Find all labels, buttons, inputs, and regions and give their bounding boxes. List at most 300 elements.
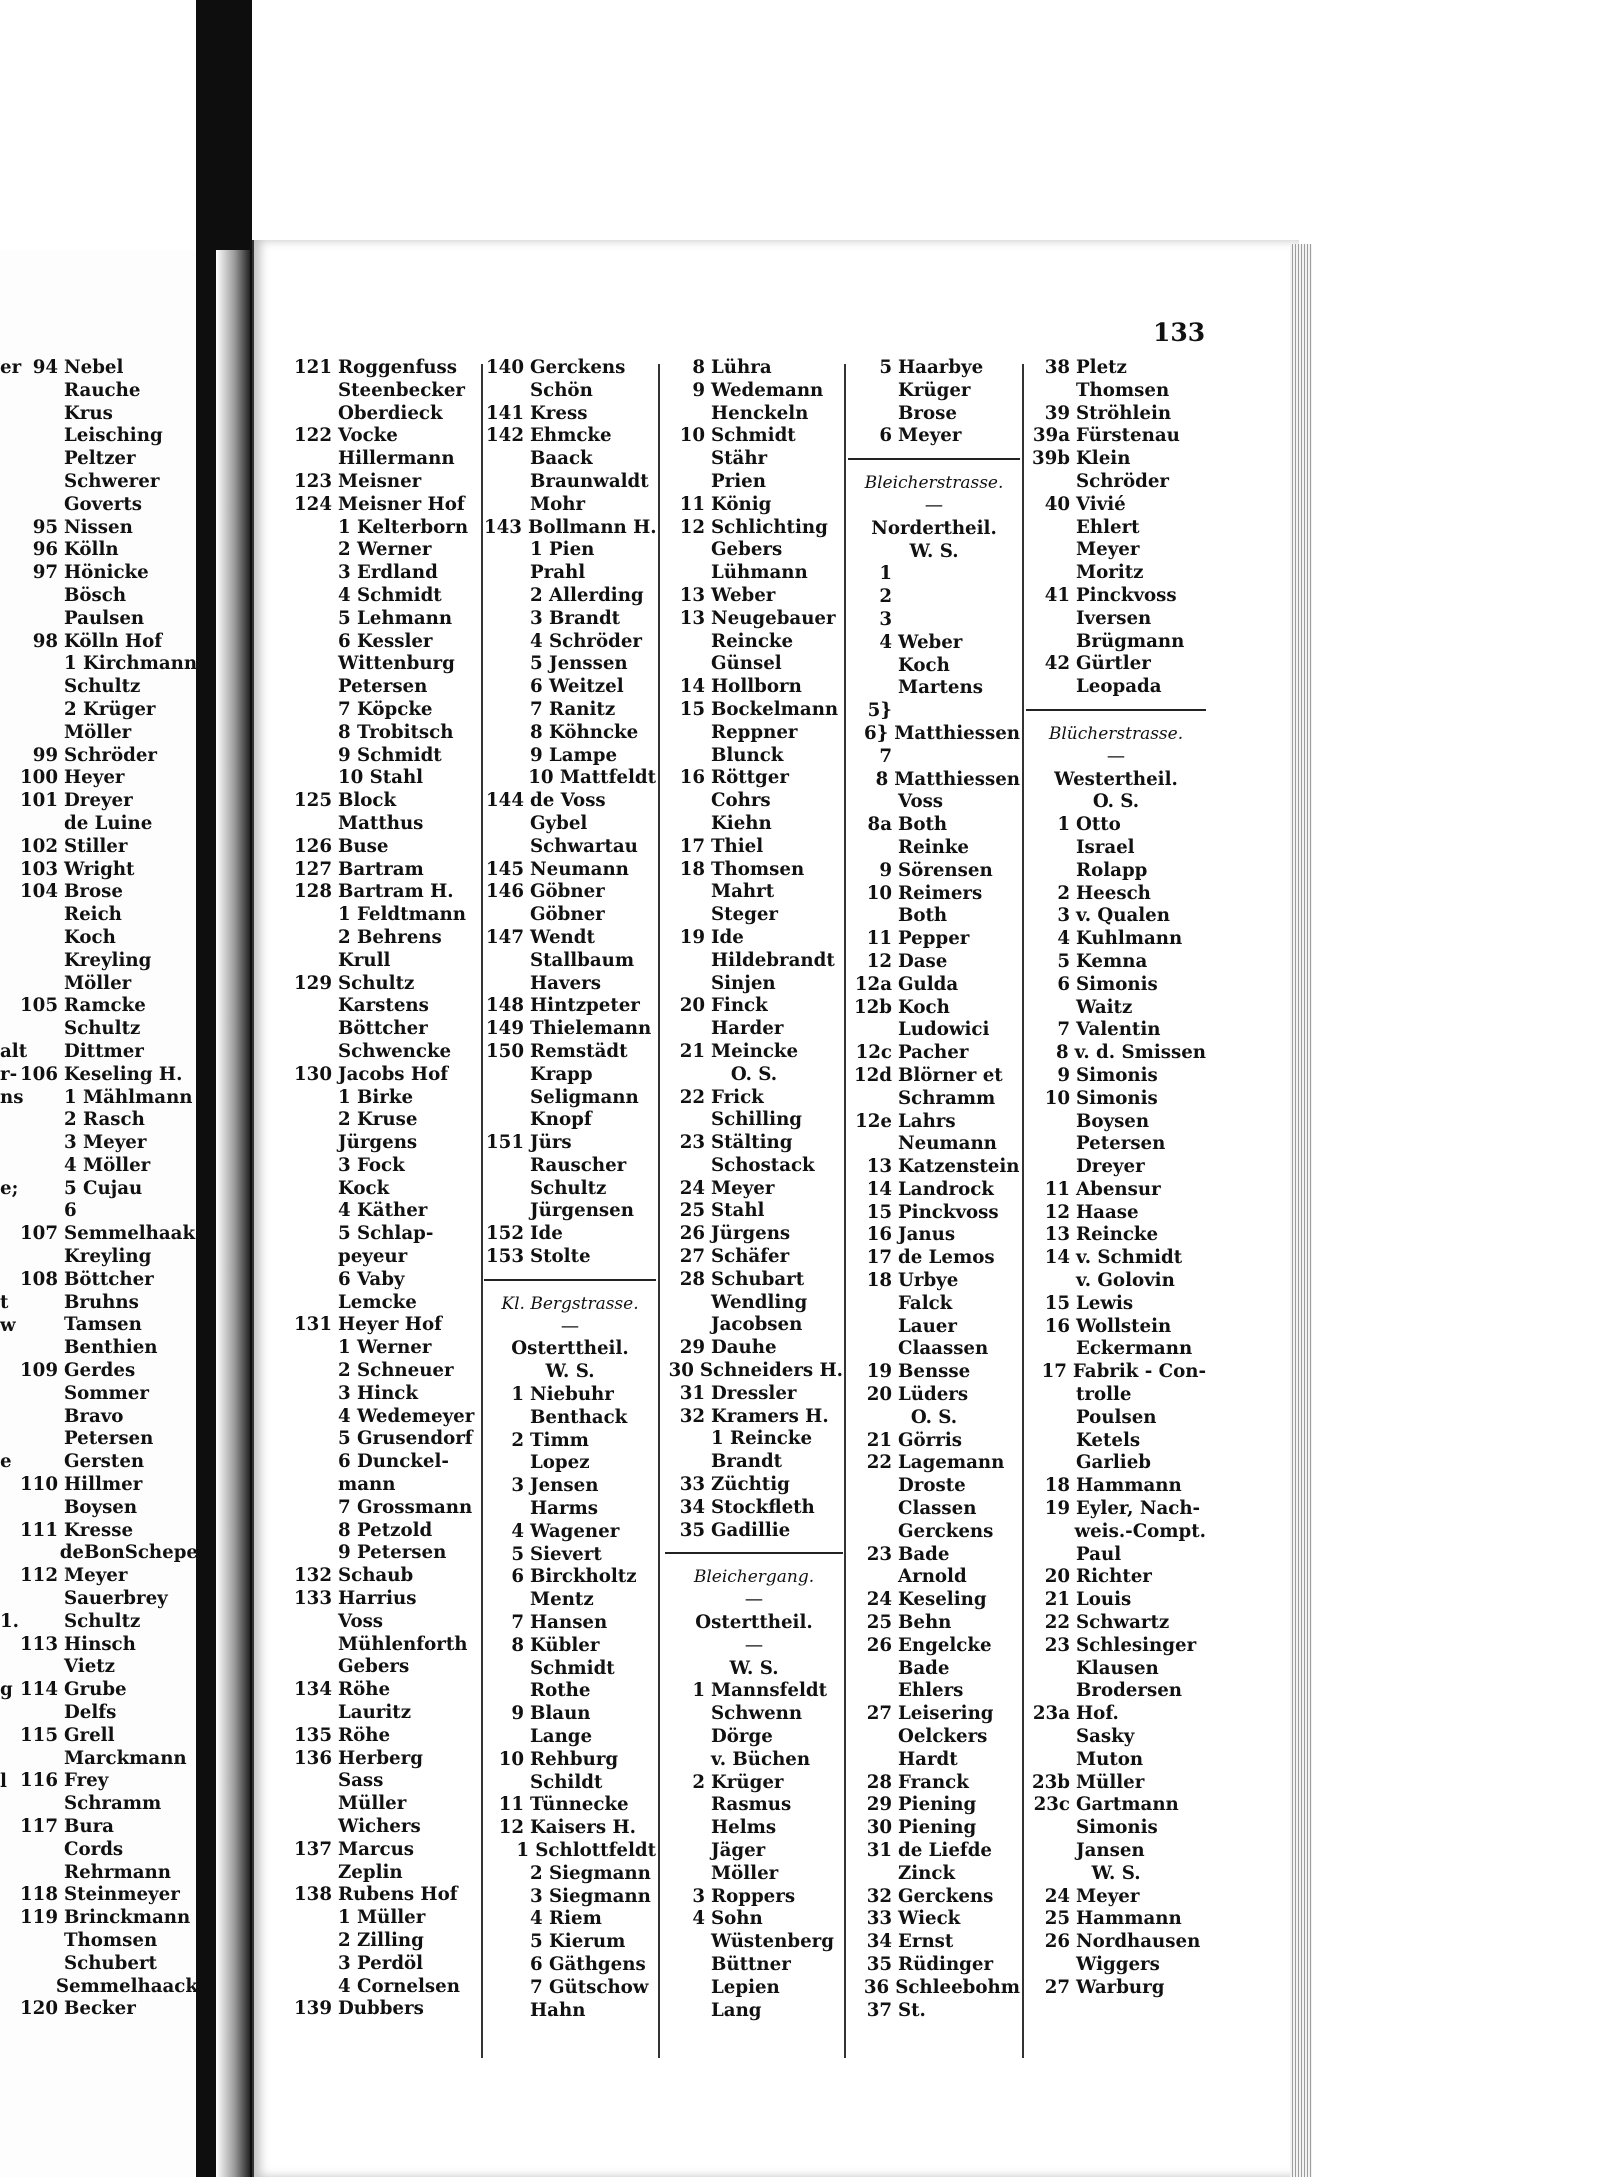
house-number: 143	[484, 516, 522, 538]
directory-entry	[1026, 1361, 1206, 1384]
resident-name: Züchtig	[711, 1474, 790, 1496]
directory-entry	[665, 699, 843, 722]
house-number: 109	[20, 1360, 58, 1382]
directory-entry	[20, 859, 198, 882]
directory-entry	[848, 1544, 1020, 1567]
directory-entry	[848, 791, 1020, 814]
house-number	[665, 1840, 711, 1863]
resident-name: Ehmcke	[530, 425, 612, 447]
resident-name: Cohrs	[711, 790, 771, 812]
resident-name: Müller	[1076, 1771, 1145, 1793]
section-label: Nordertheil.	[871, 517, 997, 539]
house-number: 14	[866, 1178, 892, 1200]
resident-name: 5 Grusendorf	[338, 1428, 473, 1450]
house-number: 144	[486, 790, 524, 812]
house-number	[20, 699, 64, 722]
directory-entry	[1026, 860, 1206, 883]
house-number: 21	[866, 1429, 892, 1451]
directory-entry	[665, 1087, 843, 1110]
house-number	[665, 539, 711, 562]
directory-entry	[20, 1656, 198, 1679]
house-number: 25	[1044, 1908, 1070, 1930]
resident-name: Kress	[530, 402, 588, 424]
resident-name: Roppers	[711, 1885, 796, 1907]
resident-name: Lühra	[711, 357, 772, 378]
directory-entry	[848, 1384, 1020, 1407]
house-number	[292, 1702, 338, 1725]
directory-entry	[484, 1018, 656, 1041]
house-number: 15	[866, 1201, 892, 1223]
house-number	[292, 1816, 338, 1839]
house-number	[1026, 1817, 1076, 1840]
resident-name: Rubens Hof	[338, 1884, 458, 1906]
resident-name: Benthien	[64, 1337, 158, 1359]
resident-name: Krapp	[530, 1063, 593, 1085]
house-number	[20, 1976, 56, 1999]
directory-entry	[484, 1200, 656, 1223]
directory-entry	[1026, 1179, 1206, 1202]
house-number	[20, 1337, 64, 1360]
directory-entry	[20, 494, 198, 517]
directory-entry	[848, 1338, 1020, 1361]
resident-name: de Voss	[530, 790, 606, 812]
house-number	[292, 1930, 338, 1953]
resident-name: Kock	[338, 1177, 390, 1199]
resident-name: Hillermann	[338, 448, 455, 470]
house-number	[292, 1337, 338, 1360]
resident-name: Stallbaum	[530, 949, 635, 971]
directory-entry	[484, 1430, 656, 1453]
dash-separator: —	[1106, 745, 1126, 767]
resident-name: 1 Birke	[338, 1086, 414, 1108]
resident-name: König	[711, 493, 772, 515]
directory-entry	[665, 448, 843, 471]
directory-entry	[665, 927, 843, 950]
directory-entry	[665, 1406, 843, 1429]
house-number	[665, 1863, 711, 1886]
section-label: Osterttheil.	[511, 1338, 629, 1360]
resident-name: Schwencke	[338, 1040, 452, 1062]
house-number	[665, 813, 711, 836]
directory-entry	[1026, 1726, 1206, 1749]
directory-entry	[1026, 380, 1206, 403]
directory-entry	[20, 1976, 198, 1999]
house-number: 145	[486, 858, 524, 880]
resident-name: Harder	[711, 1018, 784, 1040]
resident-name: Gersten	[64, 1451, 145, 1473]
house-number	[292, 1474, 338, 1497]
resident-name: Delfs	[64, 1702, 117, 1724]
margin-fragment: r-	[0, 1063, 18, 1085]
resident-name: Schubert	[64, 1952, 157, 1974]
house-number: 6	[1057, 973, 1070, 995]
directory-entry	[292, 1793, 478, 1816]
directory-entry	[292, 1725, 478, 1748]
resident-name: Simonis	[1076, 973, 1158, 995]
house-number	[665, 722, 711, 745]
house-number: 1	[879, 563, 892, 585]
directory-entry	[848, 403, 1020, 426]
house-number	[1026, 517, 1076, 540]
directory-entry	[1026, 1224, 1206, 1247]
resident-name: Stiller	[64, 835, 128, 857]
resident-name: Frick	[711, 1086, 764, 1108]
column-divider	[658, 364, 660, 2058]
house-number	[292, 631, 338, 654]
directory-entry	[665, 585, 843, 608]
directory-entry	[20, 631, 198, 654]
dash-separator: —	[924, 494, 944, 516]
house-number: 2	[692, 1771, 705, 1793]
directory-entry	[484, 494, 656, 517]
resident-name: Hof.	[1076, 1703, 1119, 1725]
house-number: 130	[294, 1063, 332, 1085]
directory-entry	[292, 1634, 478, 1657]
house-number	[484, 1886, 530, 1909]
house-number: 2	[511, 1429, 524, 1451]
house-number	[20, 1862, 64, 1885]
resident-name: Vietz	[64, 1656, 116, 1678]
directory-entry	[292, 1611, 478, 1634]
resident-name: Schramm	[64, 1793, 162, 1815]
directory-entry	[292, 1907, 478, 1930]
column-divider	[1022, 364, 1024, 2058]
resident-name: Cords	[64, 1838, 124, 1860]
resident-name: Möller	[64, 721, 132, 743]
resident-name: Schultz	[530, 1177, 607, 1199]
directory-entry	[20, 1497, 198, 1520]
resident-name: Kübler	[530, 1634, 600, 1656]
directory-entry	[484, 676, 656, 699]
directory-entry	[1026, 539, 1206, 562]
house-number: 111	[20, 1519, 58, 1541]
directory-entry	[20, 1428, 198, 1451]
resident-name: Koch	[898, 996, 950, 1018]
house-number: 127	[294, 858, 332, 880]
house-number	[292, 1383, 338, 1406]
directory-entry	[20, 380, 198, 403]
resident-name: Stahl	[711, 1200, 765, 1222]
resident-name: Thiel	[711, 835, 764, 857]
directory-entry	[848, 1452, 1020, 1475]
resident-name: 2 Behrens	[338, 926, 442, 948]
resident-name: Keseling H.	[64, 1063, 183, 1085]
directory-entry	[484, 813, 656, 836]
directory-entry	[1026, 1270, 1206, 1293]
resident-name: 4 Käther	[338, 1200, 428, 1222]
directory-entry	[292, 1200, 478, 1223]
house-number	[484, 1863, 530, 1886]
resident-name: 4 Cornelsen	[338, 1975, 460, 1997]
directory-entry	[1026, 1658, 1206, 1681]
directory-entry	[292, 1679, 478, 1702]
house-number	[484, 1772, 530, 1795]
resident-name: Dittmer	[64, 1040, 144, 1062]
directory-entry	[20, 1269, 198, 1292]
resident-name: Simonis	[1076, 1817, 1158, 1839]
house-number	[292, 722, 338, 745]
house-number: 121	[294, 357, 332, 378]
resident-name: 3 Perdöl	[338, 1952, 424, 1974]
directory-entry	[292, 722, 478, 745]
house-number	[484, 1931, 530, 1954]
house-number	[1026, 1544, 1076, 1567]
resident-name: Schultz	[338, 972, 415, 994]
directory-entry	[20, 745, 198, 768]
house-number	[484, 448, 530, 471]
directory-entry	[292, 904, 478, 927]
directory-entry	[292, 653, 478, 676]
resident-name: 8 Petzold	[338, 1519, 433, 1541]
resident-name: Brügmann	[1076, 630, 1185, 652]
house-number: 12c	[855, 1042, 892, 1064]
house-number: 34	[866, 1931, 892, 1953]
directory-entry	[1026, 1293, 1206, 1316]
directory-entry	[20, 1816, 198, 1839]
resident-name: Mohr	[530, 493, 586, 515]
house-number	[20, 1041, 64, 1064]
house-number	[20, 403, 64, 426]
directory-entry	[848, 951, 1020, 974]
directory-entry	[1026, 1954, 1206, 1977]
directory-entry	[848, 1749, 1020, 1772]
directory-entry	[484, 357, 656, 380]
resident-name: Herberg	[338, 1747, 423, 1769]
directory-entry	[20, 1520, 198, 1543]
resident-name: weis.-Compt.	[1074, 1520, 1206, 1542]
resident-name: Ide	[711, 926, 744, 948]
house-number	[484, 1178, 530, 1201]
directory-entry	[20, 973, 198, 996]
house-number	[484, 653, 530, 676]
resident-name: Warburg	[1076, 1976, 1165, 1998]
directory-entry	[292, 1976, 478, 1999]
resident-name: Stälting	[711, 1132, 793, 1154]
house-number: 94	[32, 357, 58, 378]
directory-entry	[292, 1998, 478, 2021]
resident-name: Kuhlmann	[1076, 928, 1183, 950]
resident-name: 5 Cujau	[64, 1177, 143, 1199]
resident-name: Lange	[530, 1726, 593, 1748]
house-number	[665, 790, 711, 813]
directory-entry	[484, 1703, 656, 1726]
house-number	[20, 1748, 64, 1771]
house-number	[484, 767, 528, 790]
section-rule	[484, 1279, 656, 1293]
directory-entry	[484, 1498, 656, 1521]
directory-entry	[1026, 1589, 1206, 1612]
resident-name: Schleebohm	[895, 1976, 1020, 1998]
house-number	[484, 973, 530, 996]
resident-name: Abensur	[1076, 1178, 1161, 1200]
directory-entry	[292, 1702, 478, 1725]
resident-name: 5 Jenssen	[530, 653, 628, 675]
house-number: 23	[679, 1132, 705, 1154]
house-number	[848, 1338, 898, 1361]
resident-name: Ludowici	[898, 1019, 990, 1041]
house-number: 5}	[867, 700, 892, 722]
resident-name: Nordhausen	[1076, 1931, 1201, 1953]
directory-entry	[665, 1383, 843, 1406]
directory-entry	[292, 1588, 478, 1611]
house-number	[20, 608, 64, 631]
resident-name: Wüstenberg	[711, 1931, 834, 1953]
directory-entry	[292, 1930, 478, 1953]
directory-entry	[848, 1179, 1020, 1202]
house-number: 39a	[1032, 425, 1070, 447]
directory-entry	[665, 676, 843, 699]
house-number	[665, 1817, 711, 1840]
directory-entry	[292, 1862, 478, 1885]
house-number	[848, 380, 898, 403]
house-number	[292, 403, 338, 426]
resident-name: Rauche	[64, 379, 141, 401]
house-number	[665, 631, 711, 654]
house-number	[292, 1360, 338, 1383]
house-number: 6	[879, 425, 892, 447]
house-number: 18	[866, 1270, 892, 1292]
directory-entry	[1026, 1338, 1206, 1361]
house-number: 8	[511, 1634, 524, 1656]
directory-entry	[1026, 814, 1206, 837]
house-number	[484, 471, 530, 494]
house-number: 126	[294, 835, 332, 857]
resident-name: Voss	[338, 1610, 384, 1632]
directory-entry	[848, 1772, 1020, 1795]
house-number	[292, 1497, 338, 1520]
resident-name: Schultz	[64, 1018, 141, 1040]
house-number: 21	[1044, 1589, 1070, 1611]
directory-entry	[292, 973, 478, 996]
house-number: 27	[679, 1246, 705, 1268]
house-number: 12	[498, 1817, 524, 1839]
resident-name: Pinckvoss	[1076, 584, 1177, 606]
house-number	[20, 1292, 64, 1315]
house-number	[20, 1930, 64, 1953]
resident-name: 9 Lampe	[530, 744, 618, 766]
house-number: 26	[1044, 1931, 1070, 1953]
house-number: 35	[866, 1953, 892, 1975]
resident-name: de Lemos	[898, 1247, 995, 1269]
resident-name: Mühlenforth	[338, 1633, 468, 1655]
house-number	[292, 1132, 338, 1155]
directory-entry	[292, 1246, 478, 1269]
house-number: 31	[866, 1840, 892, 1861]
resident-name: Meisner Hof	[338, 493, 465, 515]
resident-name: Heyer Hof	[338, 1314, 442, 1336]
directory-entry	[848, 1635, 1020, 1658]
resident-name: Harms	[530, 1498, 599, 1520]
resident-name: 2 Rasch	[64, 1109, 145, 1131]
directory-entry	[20, 1451, 198, 1474]
directory-entry	[665, 608, 843, 631]
house-number: 29	[679, 1337, 705, 1359]
resident-name: Louis	[1076, 1589, 1132, 1611]
directory-entry	[20, 927, 198, 950]
resident-name: de Liefde	[898, 1840, 993, 1861]
house-number	[20, 425, 64, 448]
house-number	[292, 1611, 338, 1634]
house-number	[665, 1155, 711, 1178]
directory-entry	[292, 1428, 478, 1451]
house-number	[292, 1018, 338, 1041]
directory-entry	[848, 1293, 1020, 1316]
directory-entry	[292, 517, 478, 540]
directory-entry	[848, 1316, 1020, 1339]
house-number: 23b	[1031, 1771, 1070, 1793]
resident-name: Falck	[898, 1292, 953, 1314]
resident-name: Eyler, Nach-	[1076, 1498, 1201, 1520]
directory-entry	[20, 1611, 198, 1634]
resident-name: Gartmann	[1076, 1794, 1179, 1816]
directory-entry	[484, 927, 656, 950]
directory-entry	[848, 905, 1020, 928]
house-number	[665, 881, 711, 904]
house-number: 22	[1044, 1612, 1070, 1634]
directory-entry	[292, 1816, 478, 1839]
resident-name: 3 Fock	[338, 1154, 405, 1176]
resident-name: Hillmer	[64, 1474, 143, 1496]
resident-name: Schultz	[64, 676, 141, 698]
house-number	[292, 1976, 338, 1999]
resident-name: Schramm	[898, 1087, 996, 1109]
house-number: 31	[679, 1382, 705, 1404]
resident-name: Dreyer	[1076, 1156, 1145, 1178]
house-number: 24	[1044, 1885, 1070, 1907]
house-number	[20, 676, 64, 699]
house-number: 19	[679, 926, 705, 948]
resident-name: Sinjen	[711, 972, 776, 994]
house-number	[848, 1498, 898, 1521]
house-number	[20, 471, 64, 494]
resident-name: 1 Werner	[338, 1337, 432, 1359]
house-number	[665, 1726, 711, 1749]
directory-entry	[292, 471, 478, 494]
resident-name: Landrock	[898, 1178, 994, 1200]
house-number	[665, 1018, 711, 1041]
house-number: 22	[866, 1452, 892, 1474]
directory-entry	[292, 1132, 478, 1155]
resident-name: Katzenstein	[898, 1156, 1020, 1178]
directory-entry	[1026, 494, 1206, 517]
house-number	[848, 1521, 898, 1544]
house-number: 7	[879, 745, 892, 767]
resident-name: 5 Lehmann	[338, 607, 453, 629]
house-number	[1026, 562, 1076, 585]
house-number	[292, 745, 338, 768]
directory-entry	[848, 2000, 1020, 2023]
house-number	[848, 1019, 898, 1042]
resident-name: Schwartau	[530, 835, 638, 857]
resident-name: 3 Hinck	[338, 1382, 418, 1404]
house-number: 100	[20, 767, 58, 789]
resident-name: Seligmann	[530, 1086, 639, 1108]
directory-entry	[665, 403, 843, 426]
section-label: W. S.	[1091, 1862, 1141, 1884]
directory-entry	[484, 1452, 656, 1475]
directory-entry	[848, 1156, 1020, 1179]
resident-name: Rehburg	[530, 1748, 619, 1770]
resident-name: 9 Petersen	[338, 1542, 447, 1564]
resident-name: Heyer	[64, 767, 125, 789]
resident-name: Meyer	[898, 425, 962, 447]
resident-name: Hildebrandt	[711, 949, 835, 971]
resident-name: 7 Grossmann	[338, 1496, 473, 1518]
resident-name: Schultz	[64, 1610, 141, 1632]
resident-name: v. Golovin	[1076, 1270, 1175, 1292]
directory-entry	[292, 1337, 478, 1360]
house-number	[484, 1064, 530, 1087]
